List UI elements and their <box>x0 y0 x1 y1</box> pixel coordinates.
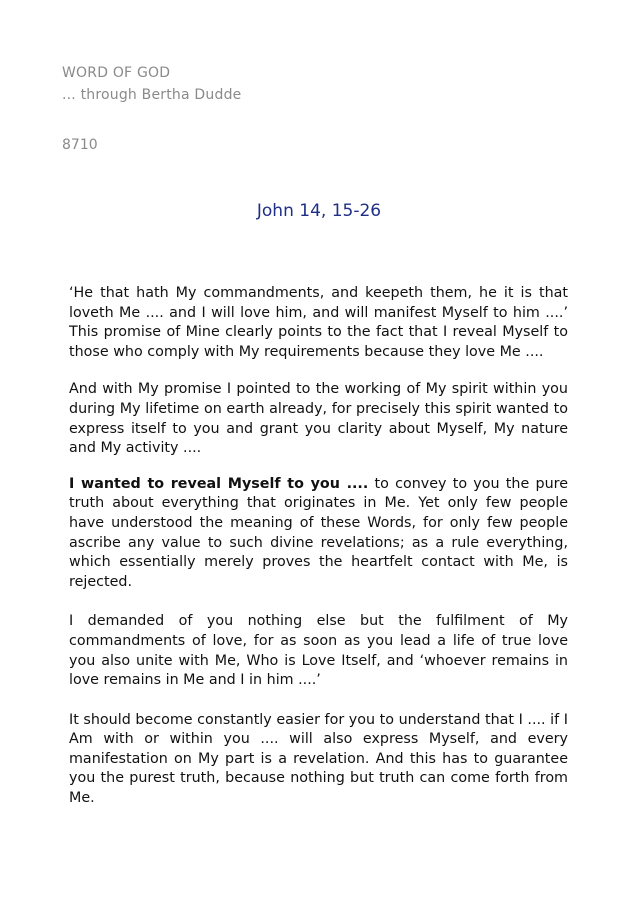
paragraph-1: ‘He that hath My commandments, and keepeth them, he it is that loveth Me .... and I will love him, and will manifest Myself to him ....’ This promise of Mine clearly points to the fact that I reveal Myself to those who comply with My requirements because they love Me .... <box>69 285 568 360</box>
document-header <box>62 62 241 106</box>
source-title: WORD OF GOD <box>62 65 171 81</box>
source-author: ... through Bertha Dudde <box>62 87 242 103</box>
paragraph-3 <box>69 475 568 593</box>
document-number: 8710 <box>62 137 98 153</box>
paragraph-4: I demanded of you nothing else but the fulfilment of My commandments of love, for as soon as you lead a life of true love you also unite with Me, Who is Love Itself, and ‘whoever remains in love remains in Me and I in him ....’ <box>69 613 568 689</box>
paragraph-3-emphasis: I wanted to reveal Myself to you .... <box>69 475 369 492</box>
paragraph-2: And with My promise I pointed to the working of My spirit within you during My lifetime on earth already, for precisely this spirit wanted to express itself to you and grant you clarity about Myself, My nature and My activity .... <box>69 381 568 457</box>
document-body <box>69 284 568 809</box>
paragraph-5: It should become constantly easier for you to understand that I .... if I Am with or within you .... will also express Myself, and every manifestation on My part is a revelation. And this has to guarantee you the purest truth, because nothing but truth can come forth from Me. <box>69 711 568 807</box>
paragraph-3-text: to convey to you the pure truth about everything that originates in Me. Yet only few people have understood the meaning of these Words, for only few people ascribe any value to such divine revelations; as a rule everything, which essentially merely proves the heartfelt contact with Me, is rejected. <box>69 475 568 590</box>
page-title: John 14, 15-26 <box>256 201 382 221</box>
